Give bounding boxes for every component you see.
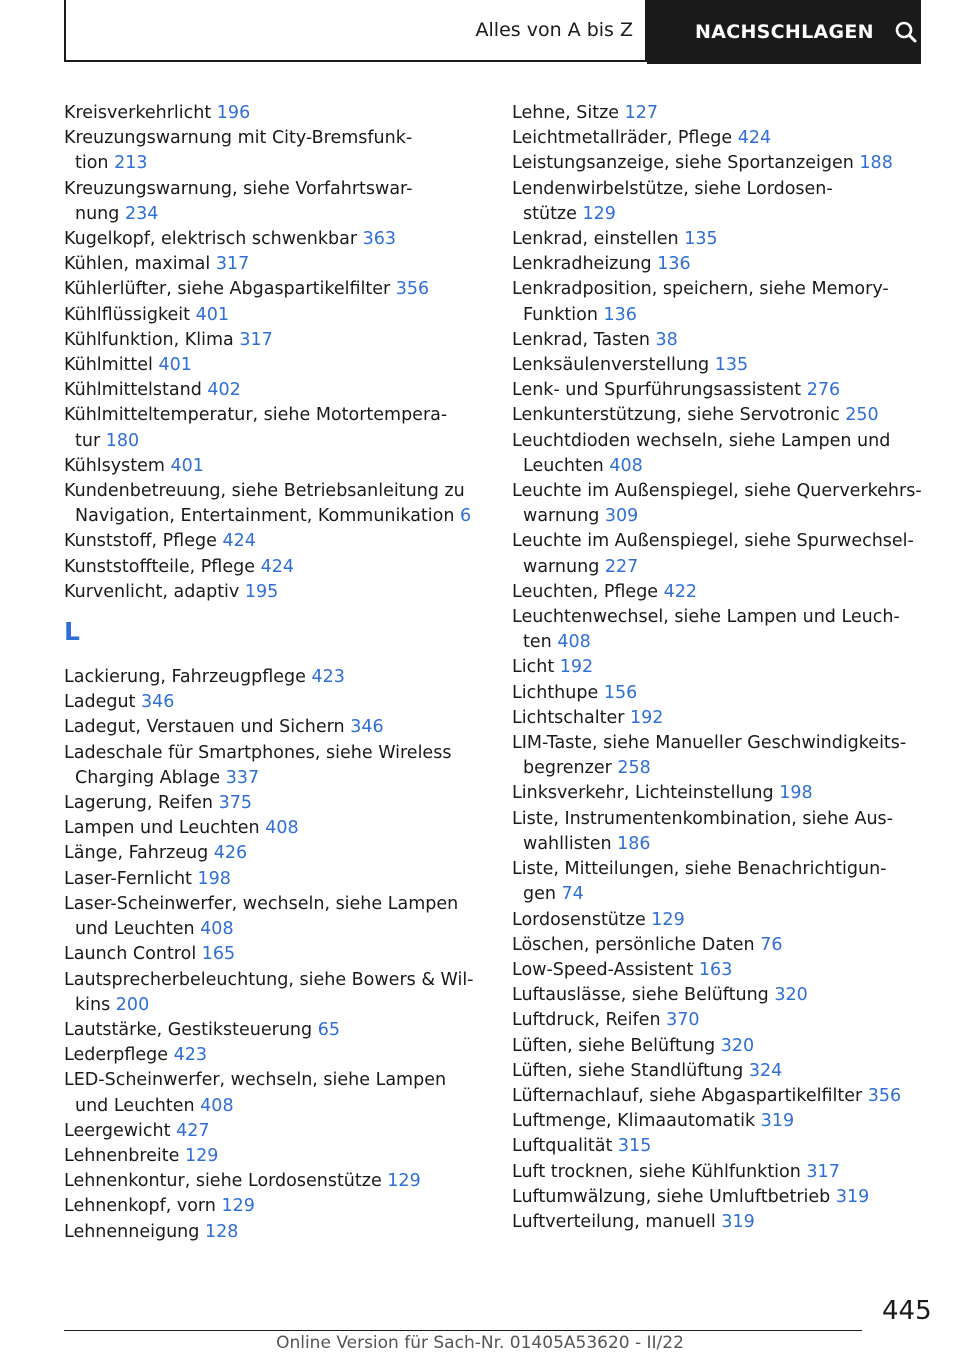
index-entries-l <box>64 665 484 1245</box>
page-reference-link[interactable]: 320 <box>720 1035 755 1056</box>
index-entry-text: Lehnenkopf, vorn <box>64 1196 216 1217</box>
page-reference-link[interactable]: 227 <box>604 556 639 577</box>
page-reference-link[interactable]: 401 <box>158 355 192 376</box>
page-reference-link[interactable]: 424 <box>260 556 294 577</box>
index-entry <box>64 1194 484 1219</box>
index-entry-text: Lüften, siehe Standlüftung <box>512 1060 744 1081</box>
index-entry-text: Kunststoffteile, Pflege <box>64 556 255 577</box>
index-entry-text: Ladegut <box>64 692 136 713</box>
page-reference-link[interactable]: 319 <box>760 1111 795 1132</box>
index-entry-text: Linksverkehr, Lichteinstellung <box>512 783 774 804</box>
index-entry <box>512 277 932 327</box>
index-entry-text: Lehnenkontur, siehe Lordosenstütze <box>64 1171 382 1192</box>
index-entry <box>64 942 484 967</box>
index-entry <box>64 816 484 841</box>
page-reference-link[interactable]: 356 <box>867 1085 902 1106</box>
index-entry-text: Ladegut, Verstauen und Sichern <box>64 717 345 738</box>
index-entry <box>64 715 484 740</box>
index-entry <box>512 655 932 680</box>
index-entry-text: Kühlen, maximal <box>64 254 211 275</box>
page-reference-link[interactable]: 128 <box>204 1221 239 1242</box>
index-entry <box>64 227 484 252</box>
index-entry <box>64 126 484 176</box>
footer-text: Online Version für Sach-Nr. 01405A53620 - II/22 <box>276 1333 684 1353</box>
index-entry <box>512 908 932 933</box>
index-entry <box>512 933 932 958</box>
index-entry <box>64 1220 484 1245</box>
index-entry <box>64 277 484 302</box>
index-entry-text: Kühlerlüfter, siehe Abgaspartikelfilter <box>64 279 391 300</box>
index-entry-text: Liste, Mitteilungen, siehe Benachrichtigun- <box>512 859 887 880</box>
page-reference-link[interactable]: 136 <box>603 304 637 325</box>
index-entry <box>64 479 484 529</box>
index-entry <box>512 1008 932 1033</box>
index-entry <box>512 378 932 403</box>
page-reference-link[interactable]: 276 <box>806 380 841 401</box>
page-reference-link[interactable]: 198 <box>779 783 813 804</box>
page-reference-link[interactable]: 200 <box>115 994 150 1015</box>
index-entry-text: Kreisverkehrlicht <box>64 103 212 123</box>
page-reference-link[interactable]: 408 <box>200 1095 234 1116</box>
index-entry <box>64 555 484 580</box>
index-entry <box>512 227 932 252</box>
page-reference-link[interactable]: 337 <box>225 767 260 788</box>
index-entry <box>64 353 484 378</box>
index-entry <box>512 1134 932 1159</box>
index-entry <box>64 665 484 690</box>
index-entry <box>64 378 484 403</box>
index-entry-text: Lehne, Sitze <box>512 103 620 123</box>
index-entry <box>512 151 932 176</box>
index-entry <box>512 958 932 983</box>
index-entry-text: Leuchtdioden wechseln, siehe Lampen und <box>512 430 891 451</box>
page-reference-link[interactable]: 401 <box>170 455 204 476</box>
index-entry <box>64 968 484 1018</box>
index-entry <box>512 177 932 227</box>
page-reference-link[interactable]: 127 <box>624 103 659 123</box>
index-letter-heading: L <box>64 617 80 647</box>
page-reference-link[interactable]: 6 <box>460 506 472 527</box>
section-title: NACHSCHLAGEN <box>695 21 874 43</box>
page-reference-link[interactable]: 408 <box>200 919 234 940</box>
index-entry-text: tur <box>75 430 101 451</box>
index-entry-text: Kugelkopf, elektrisch schwenkbar <box>64 229 358 250</box>
page-reference-link[interactable]: 129 <box>651 909 685 930</box>
index-entry <box>64 690 484 715</box>
index-entry <box>64 252 484 277</box>
index-entry-text: warnung <box>523 556 600 577</box>
index-entry-text: Luftdruck, Reifen <box>512 1010 661 1031</box>
index-entry-text: Kreuzungswarnung mit City-Bremsfunk- <box>64 128 413 149</box>
index-entry-text: Ladeschale für Smartphones, siehe Wireless <box>64 742 452 763</box>
index-entry-text: Laser-Scheinwerfer, wechseln, siehe Lampen <box>64 893 459 914</box>
page-reference-link[interactable]: 250 <box>845 405 879 426</box>
index-entry-text: wahllisten <box>523 833 612 854</box>
index-entry <box>512 706 932 731</box>
page-reference-link[interactable]: 180 <box>105 430 140 451</box>
index-entry-text: Luftqualität <box>512 1136 613 1157</box>
index-entry-text: Lautstärke, Gestiksteuerung <box>64 1019 313 1040</box>
index-entry <box>512 429 932 479</box>
page-reference-link[interactable]: 422 <box>663 581 698 602</box>
page-reference-link[interactable]: 320 <box>774 985 808 1006</box>
index-entry <box>512 403 932 428</box>
index-entry <box>64 841 484 866</box>
page-reference-link[interactable]: 38 <box>655 329 678 350</box>
index-entry-text: ten <box>523 632 552 653</box>
page-reference-link[interactable]: 423 <box>173 1045 208 1066</box>
page-reference-link[interactable]: 375 <box>218 793 252 814</box>
index-entry <box>64 867 484 892</box>
index-entry <box>64 177 484 227</box>
page-reference-link[interactable]: 129 <box>387 1171 421 1192</box>
index-entry <box>512 126 932 151</box>
index-entry-text: Luftauslässe, siehe Belüftung <box>512 985 769 1006</box>
index-entry-text: Kunststoff, Pflege <box>64 531 217 552</box>
index-entry-text: und Leuchten <box>75 1095 195 1116</box>
index-entry-text: Leichtmetallräder, Pflege <box>512 128 733 149</box>
index-entry <box>512 529 932 579</box>
index-entry-text: Leuchten <box>523 455 604 476</box>
index-entry-text: stütze <box>523 203 577 224</box>
page-reference-link[interactable]: 136 <box>657 254 691 275</box>
index-entry-text: Lautsprecherbeleuchtung, siehe Bowers & Wil- <box>64 969 474 990</box>
section-tab[interactable] <box>647 0 921 64</box>
index-entry <box>64 454 484 479</box>
page-header <box>64 0 921 64</box>
page-reference-link[interactable]: 192 <box>559 657 594 678</box>
page-reference-link[interactable]: 370 <box>666 1010 700 1031</box>
page-reference-link[interactable]: 186 <box>617 833 651 854</box>
index-entry-text: Länge, Fahrzeug <box>64 843 209 864</box>
index-entry <box>512 353 932 378</box>
index-entry-text: nung <box>75 203 120 224</box>
index-entry-text: Lackierung, Fahrzeugpflege <box>64 667 306 688</box>
page-reference-link[interactable]: 129 <box>185 1145 219 1166</box>
index-entry-text: Luftverteilung, manuell <box>512 1211 716 1232</box>
page-reference-link[interactable]: 317 <box>215 254 250 275</box>
page-reference-link[interactable]: 319 <box>835 1186 870 1207</box>
index-entry <box>64 1068 484 1118</box>
index-entry-text: Liste, Instrumentenkombination, siehe Aus- <box>512 808 893 829</box>
index-entry-text: Leuchtenwechsel, siehe Lampen und Leuch- <box>512 607 900 628</box>
index-entry <box>64 1169 484 1194</box>
index-entry-text: Lenkradheizung <box>512 254 652 275</box>
index-entry <box>64 328 484 353</box>
index-entry-text: Leistungsanzeige, siehe Sportanzeigen <box>512 153 854 174</box>
index-column-right <box>512 101 932 1235</box>
index-entry <box>512 1109 932 1134</box>
page-reference-link[interactable]: 129 <box>582 203 616 224</box>
index-entry <box>512 857 932 907</box>
index-entry-text: gen <box>523 884 556 905</box>
page-reference-link[interactable]: 309 <box>604 506 639 527</box>
index-entry-text: Luft trocknen, siehe Kühlfunktion <box>512 1161 801 1182</box>
page-reference-link[interactable]: 363 <box>362 229 397 250</box>
index-entry <box>64 741 484 791</box>
index-entry-text: Navigation, Entertainment, Kommunikation <box>75 506 455 527</box>
page-reference-link[interactable]: 65 <box>317 1019 340 1040</box>
index-entry-text: Lenkradposition, speichern, siehe Memory- <box>512 279 889 300</box>
index-entry <box>64 1119 484 1144</box>
index-entry <box>512 983 932 1008</box>
index-entry-text: Lampen und Leuchten <box>64 818 260 839</box>
index-entry <box>64 892 484 942</box>
index-entry <box>512 580 932 605</box>
index-entry <box>512 1160 932 1185</box>
page-reference-link[interactable]: 192 <box>630 707 664 728</box>
index-entry-text: Charging Ablage <box>75 767 221 788</box>
index-entry <box>64 303 484 328</box>
index-entry-text: Lendenwirbelstütze, siehe Lordosen- <box>512 178 833 199</box>
index-entry <box>64 1043 484 1068</box>
index-entry <box>512 1084 932 1109</box>
index-entry-text: Lenkunterstützung, siehe Servotronic <box>512 405 840 426</box>
index-entries-l-continued <box>512 101 932 1235</box>
page-reference-link[interactable]: 163 <box>698 959 733 980</box>
index-entries-k <box>64 101 484 605</box>
index-entry-text: Kundenbetreuung, siehe Betriebsanleitung zu <box>64 481 465 502</box>
index-entry <box>512 101 932 126</box>
index-entry-text: Lenkrad, einstellen <box>512 229 679 250</box>
index-entry <box>512 1059 932 1084</box>
chapter-tab[interactable] <box>64 0 647 62</box>
page-reference-link[interactable]: 426 <box>213 843 248 864</box>
page-reference-link[interactable]: 408 <box>609 455 643 476</box>
page-number: 445 <box>882 1296 932 1326</box>
index-entry-text: Lederpflege <box>64 1045 169 1066</box>
index-entry-text: Leergewicht <box>64 1120 171 1141</box>
index-entry-text: Lehnenneigung <box>64 1221 200 1242</box>
index-entry-text: und Leuchten <box>75 919 195 940</box>
index-entry-text: Lenk- und Spurführungsassistent <box>512 380 802 401</box>
footer-divider <box>64 1330 862 1331</box>
index-entry <box>64 1018 484 1043</box>
index-entry-text: Lehnenbreite <box>64 1145 180 1166</box>
page-reference-link[interactable]: 324 <box>748 1060 783 1081</box>
page-reference-link[interactable]: 129 <box>221 1196 255 1217</box>
index-entry-text: Lenksäulenverstellung <box>512 355 710 376</box>
index-entry <box>512 807 932 857</box>
index-entry-text: begrenzer <box>523 758 612 779</box>
page-reference-link[interactable]: 317 <box>239 329 273 350</box>
index-entry-text: Lüfternachlauf, siehe Abgaspartikelfilter <box>512 1085 863 1106</box>
index-entry-text: Kurvenlicht, adaptiv <box>64 581 240 602</box>
index-entry-text: Lichtschalter <box>512 707 625 728</box>
index-entry-text: Lagerung, Reifen <box>64 793 213 814</box>
page-reference-link[interactable]: 408 <box>265 818 299 839</box>
index-entry-text: kins <box>75 994 111 1015</box>
page-reference-link[interactable]: 135 <box>714 355 749 376</box>
index-entry-text: Licht <box>512 657 555 678</box>
index-entry-text: Kreuzungswarnung, siehe Vorfahrtswar- <box>64 178 413 199</box>
index-entry <box>512 731 932 781</box>
index-entry-text: Leuchte im Außenspiegel, siehe Querverkehrs- <box>512 481 922 502</box>
page-reference-link[interactable]: 346 <box>350 717 384 738</box>
index-entry-text: Kühlmitteltemperatur, siehe Motortempera- <box>64 405 448 426</box>
page-reference-link[interactable]: 135 <box>684 229 718 250</box>
index-entry-text: Leuchten, Pflege <box>512 581 659 602</box>
page-reference-link[interactable]: 317 <box>806 1161 840 1182</box>
index-entry-text: Funktion <box>523 304 598 325</box>
page-reference-link[interactable]: 196 <box>216 103 251 123</box>
index-entry <box>64 791 484 816</box>
index-entry <box>64 403 484 453</box>
index-column-left <box>64 101 484 1245</box>
page-reference-link[interactable]: 258 <box>617 758 651 779</box>
index-entry-text: Luftmenge, Klimaautomatik <box>512 1111 756 1132</box>
index-entry-text: Luftumwälzung, siehe Umluftbetrieb <box>512 1186 831 1207</box>
index-entry <box>512 479 932 529</box>
index-entry-text: Kühlflüssigkeit <box>64 304 190 325</box>
page-reference-link[interactable]: 156 <box>603 682 638 703</box>
index-entry <box>512 252 932 277</box>
index-entry <box>512 605 932 655</box>
page-reference-link[interactable]: 319 <box>721 1211 755 1232</box>
index-entry-text: Löschen, persönliche Daten <box>512 934 755 955</box>
chapter-title: Alles von A bis Z <box>475 19 633 41</box>
search-icon[interactable] <box>894 20 918 44</box>
index-entry <box>64 580 484 605</box>
index-entry-text: Laser-Fernlicht <box>64 868 192 889</box>
page-reference-link[interactable]: 198 <box>197 868 231 889</box>
page-reference-link[interactable]: 165 <box>201 944 236 965</box>
page-reference-link[interactable]: 188 <box>859 153 893 174</box>
index-entry-text: warnung <box>523 506 600 527</box>
index-entry <box>512 1185 932 1210</box>
index-entry-text: tion <box>75 153 109 174</box>
page-reference-link[interactable]: 401 <box>195 304 229 325</box>
page-reference-link[interactable]: 195 <box>244 581 279 602</box>
index-entry <box>512 328 932 353</box>
index-entry-text: LED-Scheinwerfer, wechseln, siehe Lampen <box>64 1070 447 1091</box>
index-entry <box>512 1034 932 1059</box>
index-entry-text: Leuchte im Außenspiegel, siehe Spurwechsel- <box>512 531 914 552</box>
index-entry-text: Lüften, siehe Belüftung <box>512 1035 716 1056</box>
index-entry-text: Lordosenstütze <box>512 909 646 930</box>
page-reference-link[interactable]: 315 <box>617 1136 652 1157</box>
index-entry <box>64 101 484 126</box>
index-entry-text: Lenkrad, Tasten <box>512 329 650 350</box>
index-entry <box>512 1210 932 1235</box>
page-reference-link[interactable]: 427 <box>176 1120 210 1141</box>
index-entry-text: Kühlfunktion, Klima <box>64 329 234 350</box>
index-entry <box>64 529 484 554</box>
index-entry-text: Launch Control <box>64 944 197 965</box>
page-reference-link[interactable]: 346 <box>141 692 175 713</box>
page-reference-link[interactable]: 356 <box>395 279 430 300</box>
index-entry-text: Kühlsystem <box>64 455 165 476</box>
page-reference-link[interactable]: 74 <box>561 884 584 905</box>
index-entry-text: Low-Speed-Assistent <box>512 959 694 980</box>
index-entry <box>64 1144 484 1169</box>
index-entry <box>512 781 932 806</box>
index-entry <box>512 681 932 706</box>
page-reference-link[interactable]: 424 <box>222 531 256 552</box>
page-reference-link[interactable]: 234 <box>124 203 159 224</box>
page-reference-link[interactable]: 423 <box>311 667 345 688</box>
index-entry-text: Lichthupe <box>512 682 599 703</box>
index-entry-text: Kühlmittel <box>64 355 153 376</box>
page-reference-link[interactable]: 76 <box>760 934 783 955</box>
page-reference-link[interactable]: 402 <box>207 380 241 401</box>
index-entry-text: LIM-Taste, siehe Manueller Geschwindigkeits- <box>512 733 907 754</box>
page-reference-link[interactable]: 424 <box>737 128 772 149</box>
page-reference-link[interactable]: 213 <box>114 153 148 174</box>
index-entry-text: Kühlmittelstand <box>64 380 202 401</box>
page-reference-link[interactable]: 408 <box>557 632 591 653</box>
